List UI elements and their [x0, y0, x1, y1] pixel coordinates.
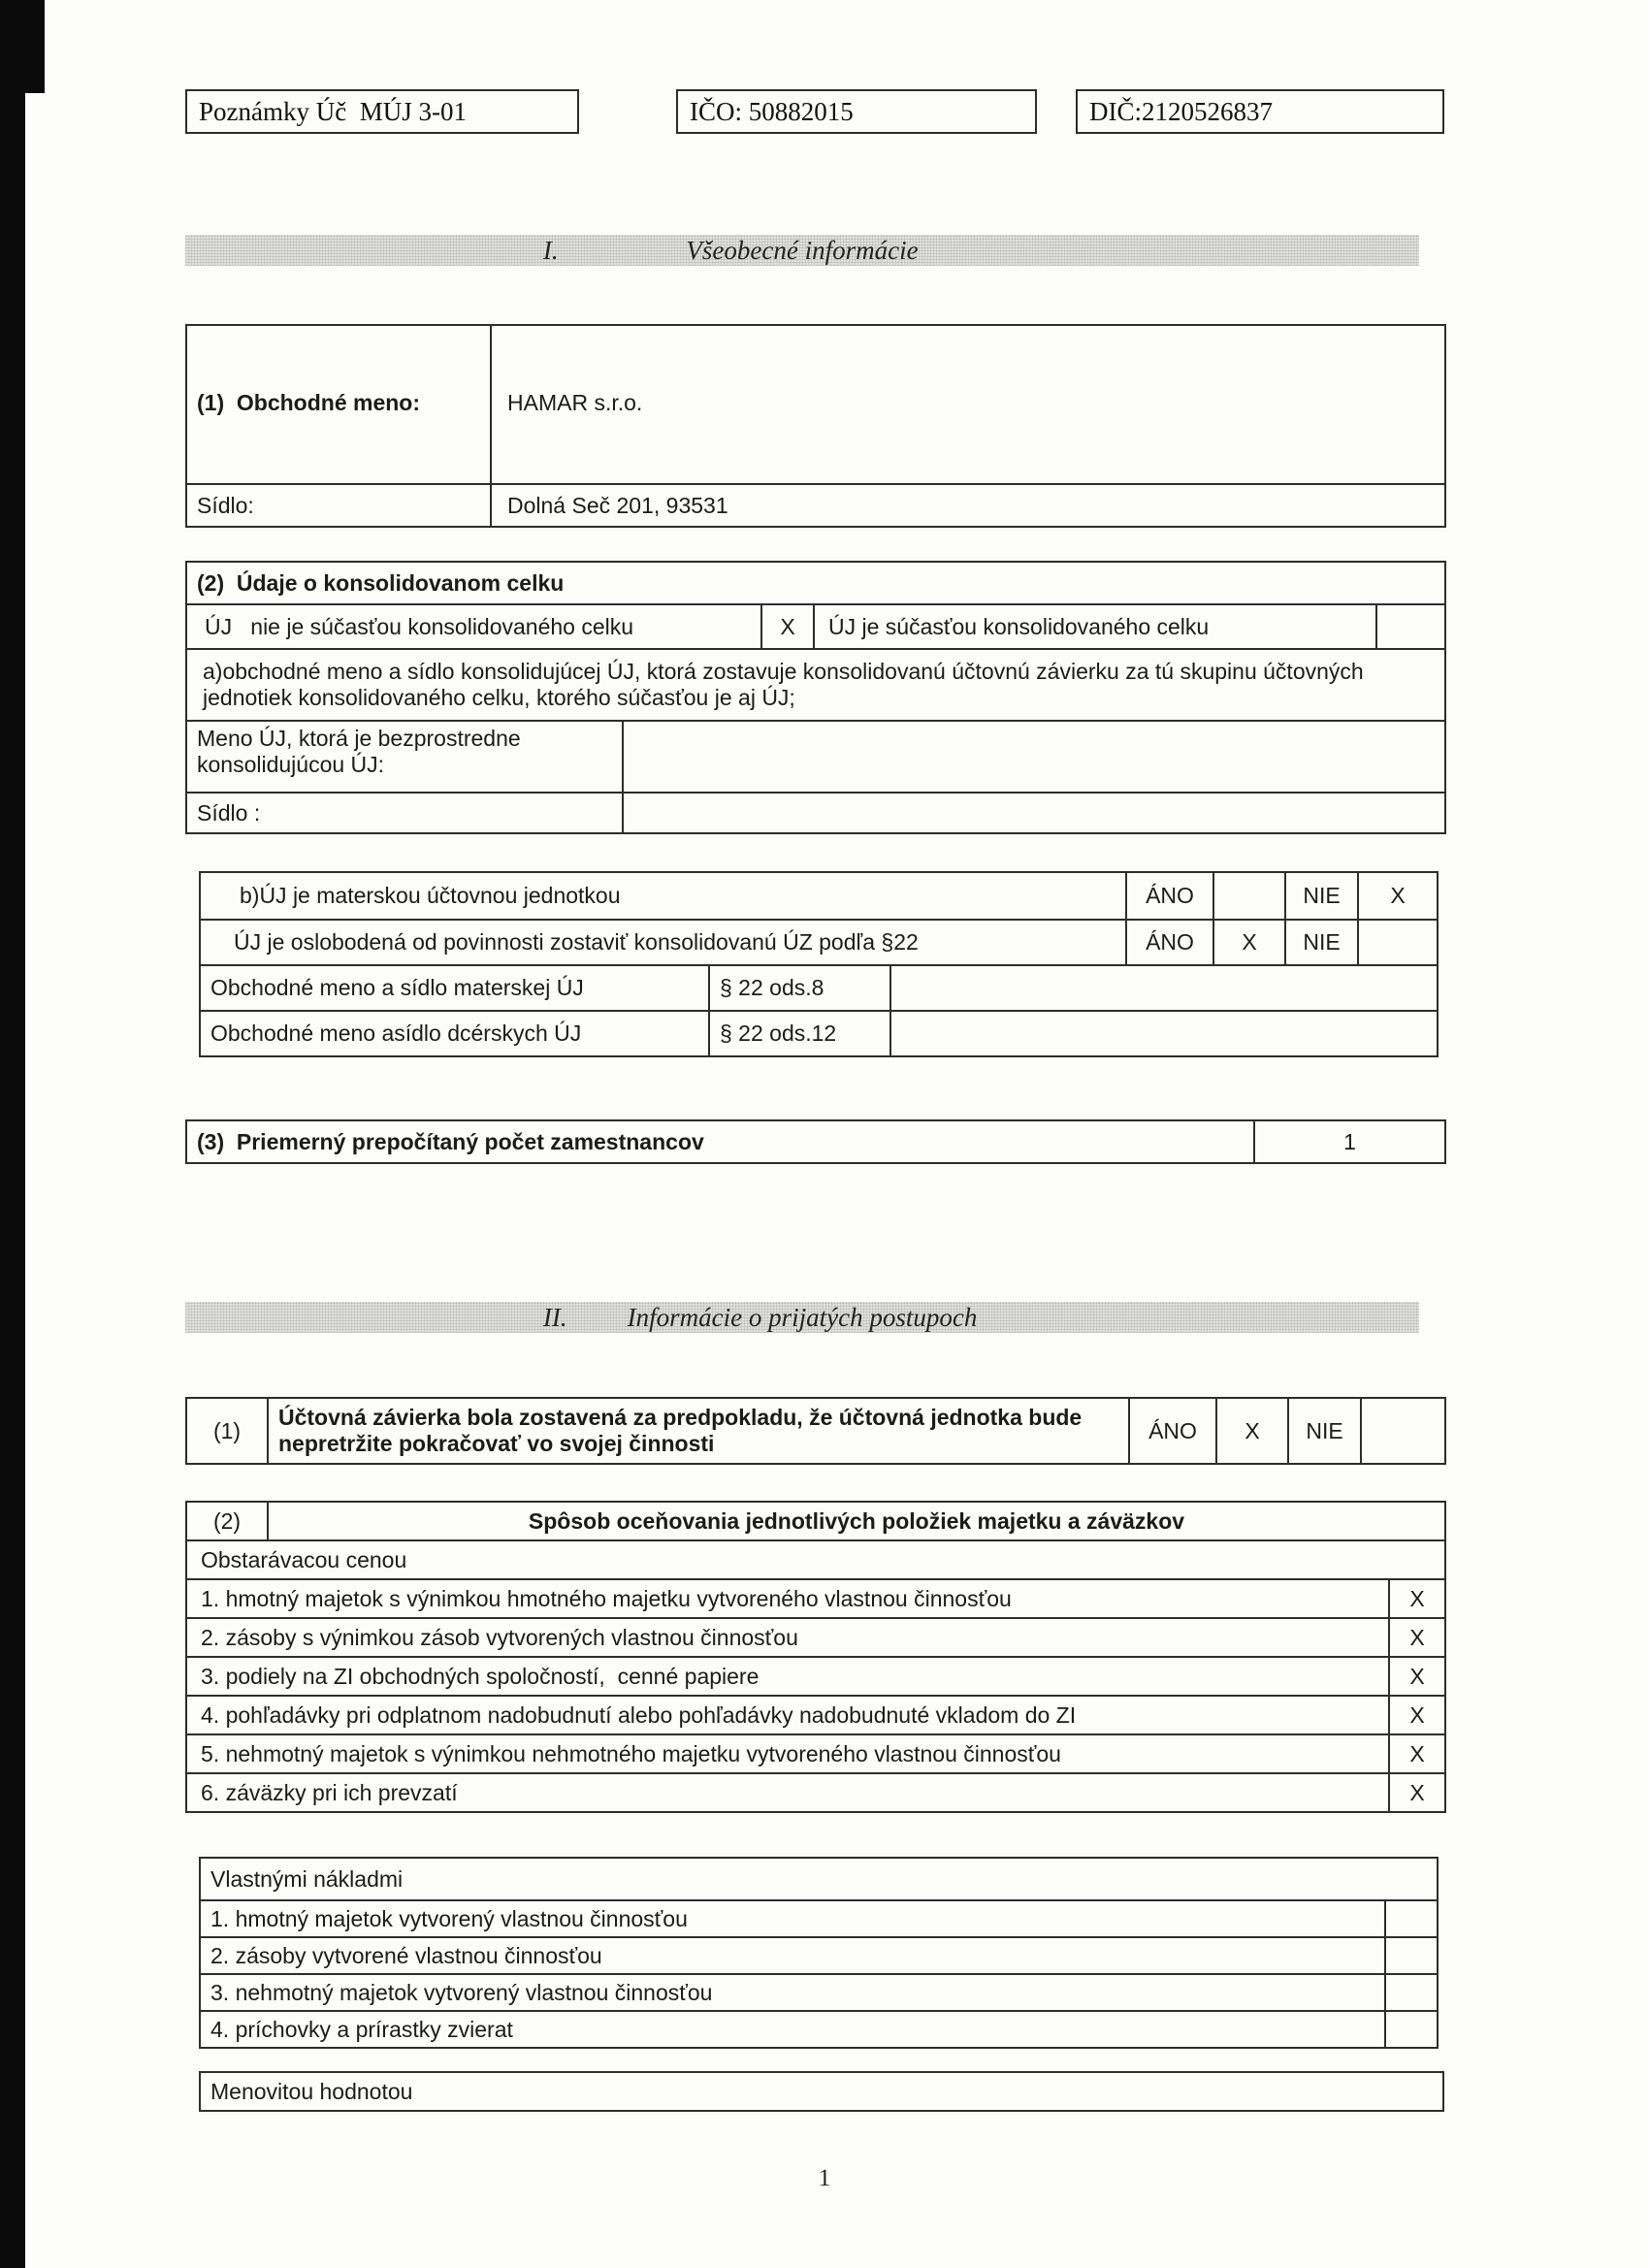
parent-entity-row1-label-cell	[201, 873, 1125, 919]
valuation-num-cell	[187, 1503, 267, 1539]
own-cost-mark-cell	[1384, 1975, 1437, 2010]
no-label: NIE	[1306, 1417, 1343, 1443]
not-member-mark: X	[780, 613, 795, 639]
consolidation-membership-row	[187, 603, 1444, 648]
company-name-label-cell	[187, 326, 490, 483]
own-cost-mark-cell	[1384, 1938, 1437, 1973]
parent-entity-row-2	[201, 919, 1437, 964]
yes-label: ÁNO	[1146, 883, 1194, 908]
parent-entity-row1-no-mark-cell	[1357, 873, 1437, 919]
company-name-value-cell	[490, 326, 1444, 483]
going-concern-label-cell	[267, 1399, 1128, 1463]
going-concern-yes-mark-cell	[1215, 1399, 1287, 1463]
acquisition-label-cell	[187, 1697, 1388, 1733]
acquisition-label: 3. podiely na ZI obchodných spoločností, cenné papiere	[201, 1663, 760, 1689]
parent-entity-row2-yes-cell	[1125, 921, 1212, 964]
own-cost-mark-cell	[1384, 2012, 1437, 2047]
employees-value: 1	[1343, 1128, 1356, 1154]
scan-edge-artifact	[0, 0, 25, 2268]
parent-entity-row1-label: b)ÚJ je materskou účtovnou jednotkou	[240, 883, 621, 908]
not-member-mark-cell	[760, 605, 813, 648]
consolidation-title: (2) Údaje o konsolidovanom celku	[197, 569, 565, 596]
company-info-table	[185, 324, 1446, 528]
parent-address-label-cell	[187, 794, 622, 832]
acquisition-title-row	[187, 1539, 1444, 1578]
member-mark-cell	[1375, 605, 1444, 648]
consolidation-title-row	[187, 563, 1444, 603]
own-cost-title-row	[201, 1859, 1437, 1899]
ref2-label: Obchodné meno asídlo dcérskych ÚJ	[210, 1021, 582, 1046]
own-cost-label: 1. hmotný majetok vytvorený vlastnou činnosťou	[210, 1905, 688, 1931]
parent-entity-row1-yes-mark-cell	[1212, 873, 1284, 919]
own-cost-row	[201, 1936, 1437, 1973]
valuation-title-cell	[267, 1503, 1444, 1539]
acquisition-mark: X	[1409, 1740, 1425, 1766]
going-concern-row	[187, 1399, 1444, 1463]
own-cost-row	[201, 1973, 1437, 2010]
no-label: NIE	[1303, 883, 1341, 908]
nominal-title-cell	[201, 2073, 1442, 2110]
ref1-value-cell	[889, 966, 1437, 1010]
document-header	[185, 89, 1446, 134]
ref2-value-cell	[889, 1012, 1437, 1055]
parent-address-label: Sídlo :	[197, 799, 261, 826]
acquisition-mark: X	[1409, 1663, 1425, 1689]
going-concern-num: (1)	[212, 1417, 242, 1443]
acquisition-label: 4. pohľadávky pri odplatnom nadobudnutí alebo pohľadávky nadobudnuté vkladom do ZI	[201, 1701, 1077, 1728]
member-label: ÚJ je súčasťou konsolidovaného celku	[828, 613, 1210, 639]
company-address-value: Dolná Seč 201, 93531	[507, 492, 728, 518]
ref2-label-cell	[201, 1012, 708, 1055]
parent-entity-row2-yes-mark-cell	[1212, 921, 1284, 964]
employees-label: (3) Priemerný prepočítaný počet zamestnancov	[197, 1128, 704, 1154]
parent-entity-row-1	[201, 873, 1437, 919]
parent-entity-ref-row-2	[201, 1010, 1437, 1055]
ico-box	[676, 89, 1037, 134]
section-1-title: Všeobecné informácie	[686, 235, 919, 265]
page-number: 1	[818, 2165, 831, 2191]
own-cost-row	[201, 1899, 1437, 1936]
acquisition-mark-cell	[1388, 1774, 1444, 1811]
yes-label: ÁNO	[1146, 929, 1194, 955]
acquisition-mark-cell	[1388, 1735, 1444, 1772]
acquisition-mark: X	[1409, 1779, 1425, 1805]
company-address-value-cell	[490, 485, 1444, 526]
parent-name-label-cell	[187, 722, 622, 792]
valuation-table	[185, 1501, 1446, 1813]
parent-entity-row1-no-cell	[1284, 873, 1357, 919]
employees-value-cell	[1253, 1121, 1444, 1162]
going-concern-table	[185, 1397, 1446, 1465]
not-member-label-cell	[187, 605, 760, 648]
acquisition-title-cell	[187, 1541, 1444, 1578]
ref2-paragraph: § 22 ods.12	[720, 1021, 837, 1046]
ico-value: IČO: 50882015	[690, 96, 854, 126]
form-code-box	[185, 89, 579, 134]
member-label-cell	[813, 605, 1375, 648]
acquisition-label: 6. záväzky pri ich prevzatí	[201, 1779, 458, 1805]
parent-name-label: Meno ÚJ, ktorá je bezprostredne konsolidujúcou ÚJ:	[197, 726, 528, 777]
company-name-label: (1) Obchodné meno:	[197, 390, 420, 415]
company-name-row	[187, 326, 1444, 483]
parent-name-value-cell	[622, 722, 1444, 792]
consolidation-note: a)obchodné meno a sídlo konsolidujúcej ÚJ, ktorá zostavuje konsolidovanú účtovnú závierku za tú skupinu účtovných jednotiek konsolidovaného celku, ktorého súčasťou je aj ÚJ;	[203, 659, 1371, 710]
consolidation-note-cell	[187, 650, 1444, 720]
acquisition-label: 1. hmotný majetok s výnimkou hmotného majetku vytvoreného vlastnou činnosťou	[201, 1585, 1012, 1611]
own-cost-title-cell	[201, 1859, 1437, 1899]
acquisition-row	[187, 1656, 1444, 1695]
own-cost-label: 4. príchovky a prírastky zvierat	[210, 2016, 513, 2042]
employees-table	[185, 1119, 1446, 1164]
own-cost-mark-cell	[1384, 1901, 1437, 1936]
going-concern-no-cell	[1287, 1399, 1360, 1463]
acquisition-label: 2. zásoby s výnimkou zásob vytvorených vlastnou činnosťou	[201, 1624, 798, 1650]
own-cost-label: 3. nehmotný majetok vytvorený vlastnou činnosťou	[210, 1979, 713, 2005]
company-address-label-cell	[187, 485, 490, 526]
nominal-title: Menovitou hodnotou	[210, 2078, 413, 2104]
acquisition-mark-cell	[1388, 1619, 1444, 1656]
acquisition-mark: X	[1409, 1624, 1425, 1650]
going-concern-yes-cell	[1128, 1399, 1215, 1463]
parent-entity-table	[199, 871, 1439, 1057]
acquisition-label-cell	[187, 1735, 1388, 1772]
going-concern-num-cell	[187, 1399, 267, 1463]
company-name-value: HAMAR s.r.o.	[507, 390, 643, 415]
form-code-label: Poznámky Úč MÚJ 3-01	[199, 96, 467, 126]
acquisition-label-cell	[187, 1580, 1388, 1617]
section-2-numeral: II.	[542, 1302, 567, 1332]
ref1-label: Obchodné meno a sídlo materskej ÚJ	[210, 975, 584, 1000]
ref1-label-cell	[201, 966, 708, 1010]
acquisition-title: Obstarávacou cenou	[201, 1546, 407, 1572]
own-cost-title: Vlastnými nákladmi	[210, 1865, 404, 1892]
parent-address-value-cell	[622, 794, 1444, 832]
company-address-row	[187, 483, 1444, 526]
acquisition-mark-cell	[1388, 1580, 1444, 1617]
valuation-title-row	[187, 1503, 1444, 1539]
own-cost-label-cell	[201, 1901, 1384, 1936]
consolidation-note-row	[187, 648, 1444, 720]
acquisition-row	[187, 1695, 1444, 1733]
own-cost-label-cell	[201, 1938, 1384, 1973]
valuation-title: Spôsob oceňovania jednotlivých položiek majetku a záväzkov	[528, 1507, 1185, 1534]
acquisition-mark-cell	[1388, 1697, 1444, 1733]
company-address-label: Sídlo:	[197, 492, 254, 518]
no-mark: X	[1390, 883, 1406, 908]
document-content	[185, 0, 1446, 2112]
own-cost-label-cell	[201, 2012, 1384, 2047]
going-concern-no-mark-cell	[1360, 1399, 1444, 1463]
parent-address-row	[187, 792, 1444, 832]
acquisition-label: 5. nehmotný majetok s výnimkou nehmotného majetku vytvoreného vlastnou činnosťou	[201, 1740, 1061, 1766]
parent-entity-ref-row-1	[201, 964, 1437, 1010]
acquisition-row	[187, 1617, 1444, 1656]
yes-mark: X	[1245, 1417, 1260, 1443]
parent-entity-row1-yes-cell	[1125, 873, 1212, 919]
own-cost-table	[199, 1857, 1439, 2049]
ref1-paragraph-cell	[708, 966, 889, 1010]
yes-mark: X	[1242, 929, 1257, 955]
going-concern-label: Účtovná závierka bola zostavená za predpokladu, že účtovná jednotka bude nepretržite pokračovať vo svojej činnosti	[278, 1405, 1088, 1456]
nominal-value-table	[199, 2071, 1444, 2112]
acquisition-row	[187, 1733, 1444, 1772]
no-label: NIE	[1303, 929, 1341, 955]
ref2-paragraph-cell	[708, 1012, 889, 1055]
dic-box	[1076, 89, 1444, 134]
not-member-label: ÚJ nie je súčasťou konsolidovaného celku	[205, 613, 634, 639]
dic-value: DIČ:2120526837	[1089, 96, 1273, 126]
parent-entity-row2-label-cell	[201, 921, 1125, 964]
yes-label: ÁNO	[1148, 1417, 1197, 1443]
acquisition-row	[187, 1772, 1444, 1811]
acquisition-mark-cell	[1388, 1658, 1444, 1695]
consolidation-title-cell	[187, 563, 1444, 603]
section-2-banner	[185, 1302, 1419, 1333]
employees-label-cell	[187, 1121, 1253, 1162]
section-2-title: Informácie o prijatých postupoch	[627, 1302, 978, 1332]
section-1-banner	[185, 235, 1419, 266]
parent-entity-row2-label: ÚJ je oslobodená od povinnosti zostaviť konsolidovanú ÚZ podľa §22	[234, 929, 919, 955]
own-cost-label: 2. zásoby vytvorené vlastnou činnosťou	[210, 1942, 602, 1968]
parent-entity-row2-no-cell	[1284, 921, 1357, 964]
consolidation-table	[185, 561, 1446, 834]
parent-name-row	[187, 720, 1444, 792]
acquisition-mark: X	[1409, 1701, 1425, 1728]
scan-corner-artifact	[0, 0, 45, 93]
ref1-paragraph: § 22 ods.8	[720, 975, 824, 1000]
acquisition-label-cell	[187, 1774, 1388, 1811]
section-1-numeral: I.	[542, 235, 559, 265]
parent-entity-row2-no-mark-cell	[1357, 921, 1437, 964]
own-cost-label-cell	[201, 1975, 1384, 2010]
own-cost-row	[201, 2010, 1437, 2047]
acquisition-row	[187, 1578, 1444, 1617]
acquisition-label-cell	[187, 1619, 1388, 1656]
acquisition-label-cell	[187, 1658, 1388, 1695]
acquisition-mark: X	[1409, 1585, 1425, 1611]
valuation-num: (2)	[212, 1507, 242, 1534]
